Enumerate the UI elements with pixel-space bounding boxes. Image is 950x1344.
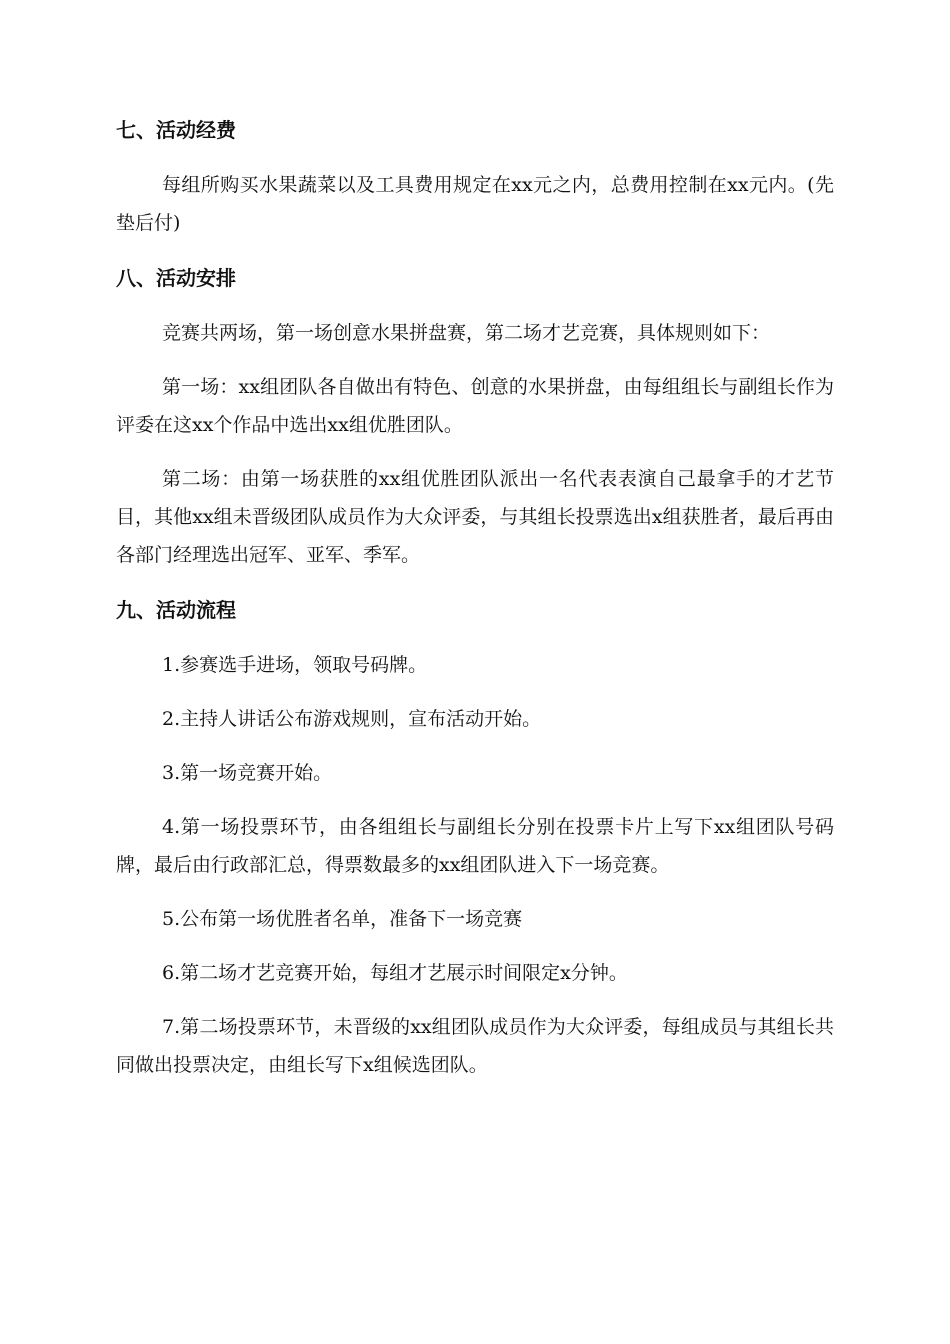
paragraph-round-one: 第一场：xx组团队各自做出有特色、创意的水果拼盘，由每组组长与副组长作为评委在这xx个作品中选出xx组优胜团队。 [116, 376, 834, 436]
paragraph-funding: 每组所购买水果蔬菜以及工具费用规定在xx元之内，总费用控制在xx元内。(先垫后付) [116, 174, 834, 234]
section-heading-process: 九、活动流程 [116, 598, 236, 622]
process-step-7: 7.第二场投票环节，未晋级的xx组团队成员作为大众评委，每组成员与其组长共同做出投票决定，由组长写下x组候选团队。 [116, 1016, 834, 1076]
process-step-2: 2.主持人讲话公布游戏规则，宣布活动开始。 [162, 708, 542, 730]
process-step-6: 6.第二场才艺竞赛开始，每组才艺展示时间限定x分钟。 [162, 962, 628, 984]
document-body [116, 112, 834, 1084]
section-heading-arrangement: 八、活动安排 [116, 266, 236, 290]
process-step-4: 4.第一场投票环节，由各组组长与副组长分别在投票卡片上写下xx组团队号码牌，最后由行政部汇总，得票数最多的xx组团队进入下一场竞赛。 [116, 816, 834, 876]
process-step-1: 1.参赛选手进场，领取号码牌。 [162, 654, 428, 676]
process-step-3: 3.第一场竞赛开始。 [162, 762, 333, 784]
process-step-5: 5.公布第一场优胜者名单，准备下一场竞赛 [162, 908, 523, 930]
section-heading-funding: 七、活动经费 [116, 118, 236, 142]
paragraph-arrangement-intro: 竞赛共两场，第一场创意水果拼盘赛，第二场才艺竞赛，具体规则如下： [162, 322, 771, 344]
paragraph-round-two: 第二场：由第一场获胜的xx组优胜团队派出一名代表表演自己最拿手的才艺节目，其他xx组未晋级团队成员作为大众评委，与其组长投票选出x组获胜者，最后再由各部门经理选出冠军、亚军、季军。 [116, 468, 834, 566]
